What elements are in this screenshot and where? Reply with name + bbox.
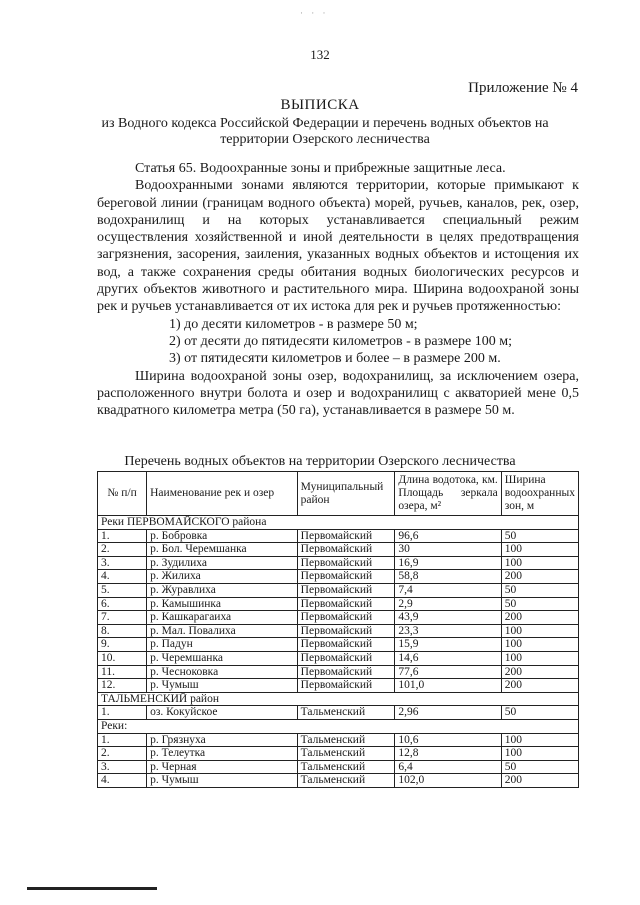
paragraph-water-zones: Водоохранными зонами являются территории, которые примыкают к береговой линии (границам водного объекта) морей, ручьев, каналов, рек, озер, водохранилищ и на которых устанавливается специальный режим осуществления хозяйственной и иной деятельности в целях предотвращения загрязнения, засорения, заиления, указанных водных объектов и истощения их вод, а также сохранения среды обитания водных биологических ресурсов и других объектов животного и растительного мира. Ширина водоохраной зоны рек и ручьев устанавливается от их истока для рек и ручьев протяженностью: [97,178,579,315]
cell-municipal: Первомайский [297,543,395,557]
section-row [98,719,579,733]
section-title: Реки ПЕРВОМАЙСКОГО района [98,516,579,530]
scan-artifact: · · · [300,8,329,18]
cell-width: 100 [501,543,578,557]
cell-name: р. Мал. Повалиха [147,624,298,638]
list-item-1: 1) до десяти километров - в размере 50 м; [169,316,418,332]
annex-label: Приложение № 4 [468,80,578,96]
cell-municipal: Первомайский [297,638,395,652]
table-header-row [98,472,579,516]
cell-name: р. Черная [147,760,298,774]
cell-name: оз. Кокуйское [147,706,298,720]
cell-name: р. Чесноковка [147,665,298,679]
cell-length: 7,4 [395,583,501,597]
cell-length: 10,6 [395,733,501,747]
cell-municipal: Тальменский [297,747,395,761]
table-row [98,706,579,720]
cell-municipal: Первомайский [297,529,395,543]
cell-length: 30 [395,543,501,557]
header-length: Длина водотока, км. Площадь зеркала озера, м² [395,472,501,516]
cell-length: 16,9 [395,556,501,570]
cell-name: р. Зудилиха [147,556,298,570]
cell-length: 15,9 [395,638,501,652]
cell-municipal: Тальменский [297,760,395,774]
cell-name: р. Падун [147,638,298,652]
cell-width: 100 [501,624,578,638]
article-title: Статья 65. Водоохранные зоны и прибрежные защитные леса. [135,161,506,176]
cell-num: 3. [98,556,147,570]
cell-name: р. Телеутка [147,747,298,761]
cell-width: 50 [501,529,578,543]
cell-num: 8. [98,624,147,638]
cell-width: 50 [501,760,578,774]
cell-num: 2. [98,747,147,761]
cell-length: 12,8 [395,747,501,761]
section-title: Реки: [98,719,579,733]
cell-length: 2,9 [395,597,501,611]
table-body [98,516,579,788]
cell-width: 100 [501,638,578,652]
table-row [98,556,579,570]
cell-name: р. Бобровка [147,529,298,543]
cell-municipal: Первомайский [297,679,395,693]
cell-length: 43,9 [395,611,501,625]
cell-width: 200 [501,570,578,584]
table-title: Перечень водных объектов на территории Озерского лесничества [124,454,516,469]
cell-municipal: Первомайский [297,624,395,638]
body-text [97,160,579,419]
cell-num: 1. [98,733,147,747]
cell-num: 7. [98,611,147,625]
cell-num: 1. [98,706,147,720]
table-row [98,665,579,679]
cell-length: 102,0 [395,774,501,788]
table-row [98,611,579,625]
cell-length: 14,6 [395,651,501,665]
footer-rule [27,887,157,890]
cell-municipal: Первомайский [297,583,395,597]
table-row [98,570,579,584]
table-row [98,733,579,747]
document-heading: ВЫПИСКА [280,97,360,113]
cell-width: 200 [501,611,578,625]
cell-length: 6,4 [395,760,501,774]
cell-name: р. Чумыш [147,679,298,693]
cell-width: 100 [501,733,578,747]
paragraph-lakes: Ширина водоохраной зоны озер, водохранилищ, за исключением озера, расположенного внутри болота и озер и водохранилищ с акваторией мене 0,5 квадратного километра метра (50 га), устанавливается в размере 50 м. [97,368,579,419]
cell-width: 100 [501,747,578,761]
table-row [98,774,579,788]
cell-name: р. Камышинка [147,597,298,611]
table-row [98,638,579,652]
document-subheading: из Водного кодекса Российской Федерации и перечень водных объектов на территории Озерского лесничества [101,116,549,147]
cell-municipal: Тальменский [297,706,395,720]
cell-name: р. Черемшанка [147,651,298,665]
cell-width: 50 [501,597,578,611]
cell-length: 77,6 [395,665,501,679]
cell-width: 50 [501,706,578,720]
table-row [98,679,579,693]
table-row [98,529,579,543]
cell-num: 4. [98,774,147,788]
cell-municipal: Первомайский [297,665,395,679]
cell-num: 4. [98,570,147,584]
cell-municipal: Первомайский [297,611,395,625]
cell-width: 200 [501,679,578,693]
cell-length: 101,0 [395,679,501,693]
cell-name: р. Кашкарагаиха [147,611,298,625]
table-row [98,583,579,597]
header-name: Наименование рек и озер [147,472,298,516]
cell-municipal: Тальменский [297,774,395,788]
cell-num: 11. [98,665,147,679]
cell-width: 50 [501,583,578,597]
header-municipal: Муниципальный район [297,472,395,516]
cell-length: 58,8 [395,570,501,584]
cell-num: 6. [98,597,147,611]
cell-length: 23,3 [395,624,501,638]
table-row [98,651,579,665]
cell-num: 3. [98,760,147,774]
cell-municipal: Первомайский [297,651,395,665]
cell-length: 2,96 [395,706,501,720]
list-item-3: 3) от пятидесяти километров и более – в размере 200 м. [169,351,501,367]
cell-municipal: Первомайский [297,597,395,611]
cell-num: 10. [98,651,147,665]
cell-num: 1. [98,529,147,543]
cell-width: 100 [501,651,578,665]
cell-num: 5. [98,583,147,597]
cell-width: 100 [501,556,578,570]
cell-name: р. Журавлиха [147,583,298,597]
cell-length: 96,6 [395,529,501,543]
list-item-2: 2) от десяти до пятидесяти километров - в размере 100 м; [169,333,512,349]
cell-num: 2. [98,543,147,557]
table-row [98,760,579,774]
cell-num: 12. [98,679,147,693]
cell-municipal: Первомайский [297,556,395,570]
table-row [98,747,579,761]
table-row [98,543,579,557]
cell-municipal: Тальменский [297,733,395,747]
section-row [98,516,579,530]
table-row [98,597,579,611]
cell-width: 200 [501,665,578,679]
section-title: ТАЛЬМЕНСКИЙ район [98,692,579,706]
section-row [98,692,579,706]
water-objects-table [97,471,579,788]
cell-width: 200 [501,774,578,788]
cell-num: 9. [98,638,147,652]
page-number: 132 [310,47,330,62]
cell-name: р. Жилиха [147,570,298,584]
cell-name: р. Чумыш [147,774,298,788]
cell-name: р. Грязнуха [147,733,298,747]
header-num: № п/п [98,472,147,516]
header-width: Ширина водоохранных зон, м [501,472,578,516]
cell-name: р. Бол. Черемшанка [147,543,298,557]
table-row [98,624,579,638]
cell-municipal: Первомайский [297,570,395,584]
